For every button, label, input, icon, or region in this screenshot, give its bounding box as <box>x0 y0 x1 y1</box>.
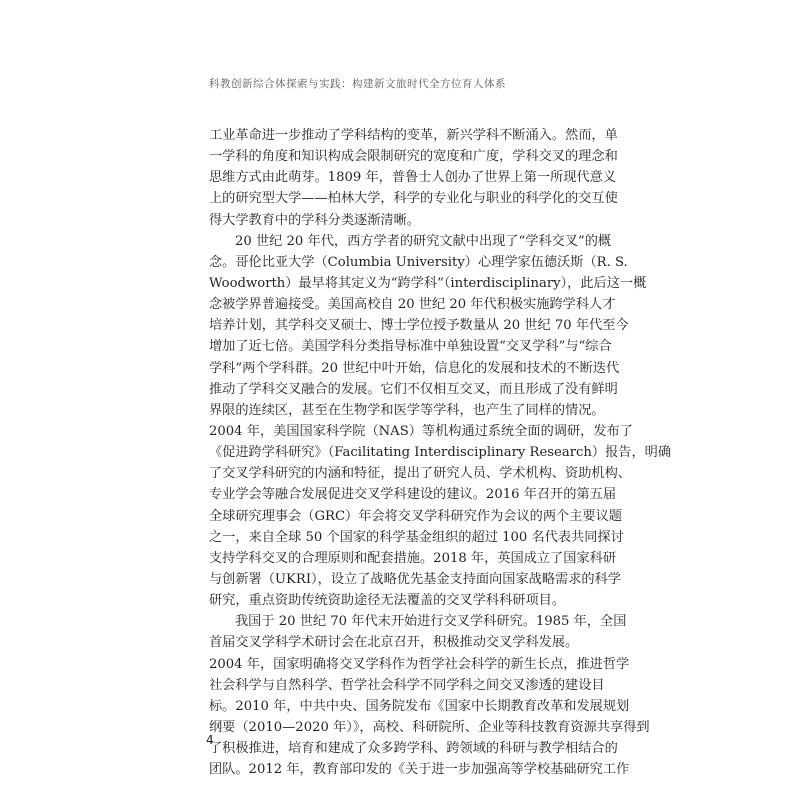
text-line: 上的研究型大学——柏林大学，科学的专业化与职业的科学化的交互使 <box>209 191 618 207</box>
text-line: 推动了学科交叉融合的发展。它们不仅相互交叉，而且形成了没有鲜明 <box>209 381 618 397</box>
text-line: 一学科的角度和知识构成会限制研究的宽度和广度，学科交叉的理念和 <box>209 149 618 165</box>
text-line: 标。2010 年，中共中央、国务院发布《国家中长期教育改革和发展规划 <box>209 698 630 714</box>
text-line: 得大学教育中的学科分类逐渐清晰。 <box>209 212 420 228</box>
text-line: 全球研究理事会（GRC）年会将交叉学科研究作为会议的两个主要议题 <box>209 508 622 524</box>
text-line: 团队。2012 年，教育部印发的《关于进一步加强高等学校基础研究工作 <box>209 762 630 778</box>
text-line: 了交叉学科研究的内涵和特征，提出了研究人员、学术机构、资助机构、 <box>209 466 631 482</box>
text-line: 学科”两个学科群。20 世纪中叶开始，信息化的发展和技术的不断迭代 <box>209 360 620 376</box>
text-line: 增加了近七倍。美国学科分类指导标准中单独设置“交叉学科”与“综合 <box>209 339 612 355</box>
text-line: 《促进跨学科研究》（Facilitating Interdisciplinary Research）报告，明确 <box>209 445 672 461</box>
text-line: 培养计划，其学科交叉硕士、博士学位授予数量从 20 世纪 70 年代至今 <box>209 318 629 334</box>
text-line: 专业学会等融合发展促进交叉学科建设的建议。2016 年召开的第五届 <box>209 487 617 503</box>
text-line: 念被学界普遍接受。美国高校自 20 世纪 20 年代积极实施跨学科人才 <box>209 297 616 313</box>
text-line: 了积极推进，培育和建成了众多跨学科、跨领域的科研与教学相结合的 <box>209 741 618 757</box>
text-line: 研究，重点资助传统资助途径无法覆盖的交叉学科科研项目。 <box>209 593 566 609</box>
text-line: Woodworth）最早将其定义为“跨学科”（interdisciplinary），此后这一概 <box>209 275 647 291</box>
text-line: 之一，来自全球 50 个国家的科学基金组织的超过 100 名代表共同探讨 <box>209 529 624 545</box>
text-line: 首届交叉学科学术研讨会在北京召开，积极推动交叉学科发展。 <box>209 635 579 651</box>
text-line: 纲要（2010—2020 年）》，高校、科研院所、企业等科技教育资源共享得到 <box>209 719 650 735</box>
running-header: 科教创新综合体探索与实践：构建新文旅时代全方位育人体系 <box>209 78 506 90</box>
text-line: 念。哥伦比亚大学（Columbia University）心理学家伍德沃斯（R. S. <box>209 254 628 270</box>
text-line: 我国于 20 世纪 70 年代末开始进行交叉学科研究。1985 年，全国 <box>235 614 627 630</box>
page-number: 4 <box>206 733 214 747</box>
text-line: 2004 年，国家明确将交叉学科作为哲学社会科学的新生长点，推进哲学 <box>209 656 630 672</box>
text-line: 2004 年，美国国家科学院（NAS）等机构通过系统全面的调研，发布了 <box>209 423 633 439</box>
text-line: 20 世纪 20 年代，西方学者的研究文献中出现了“学科交叉”的概 <box>235 233 612 249</box>
text-line: 界限的连续区，甚至在生物学和医学等学科，也产生了同样的情况。 <box>209 402 605 418</box>
text-line: 工业革命进一步推动了学科结构的变革，新兴学科不断涌入。然而，单 <box>209 128 618 143</box>
text-line: 社会科学与自然科学、哲学社会科学不同学科之间交叉渗透的建设目 <box>209 677 605 693</box>
text-line: 与创新署（UKRI），设立了战略优先基金支持面向国家战略需求的科学 <box>209 571 621 587</box>
body-text <box>209 125 672 780</box>
text-line: 支持学科交叉的合理原则和配套措施。2018 年，英国成立了国家科研 <box>209 550 617 566</box>
text-line: 思维方式由此萌芽。1809 年，普鲁士人创办了世界上第一所现代意义 <box>209 170 617 186</box>
